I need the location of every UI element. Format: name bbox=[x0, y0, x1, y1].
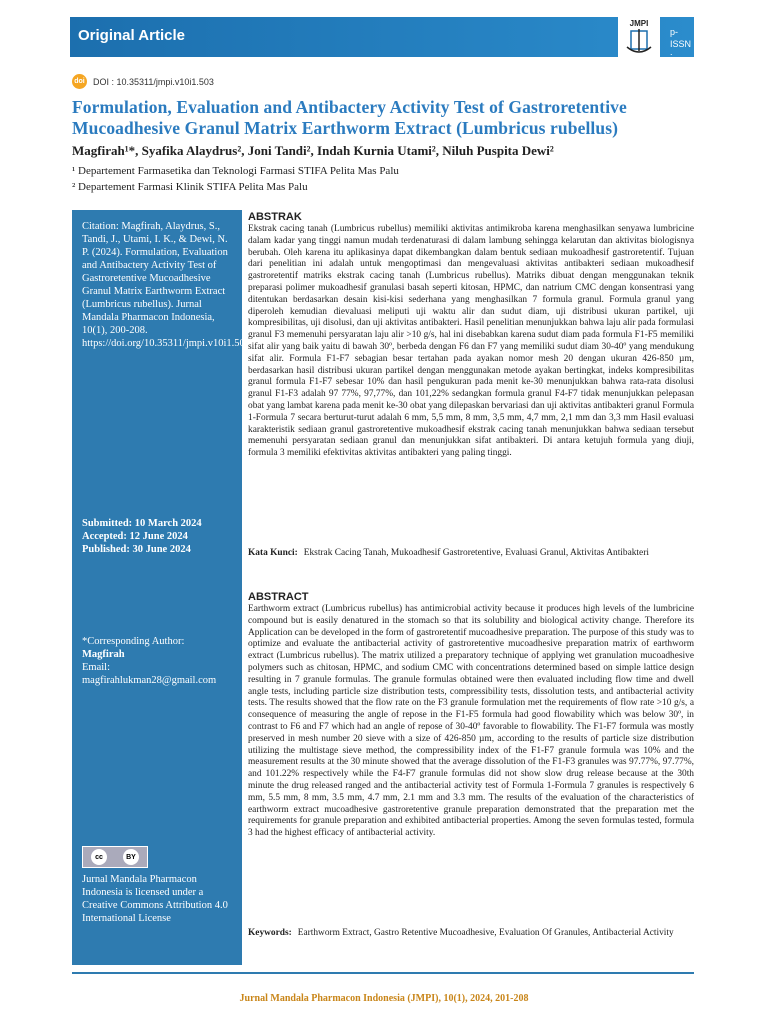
affiliation-2: ² Departement Farmasi Klinik STIFA Pelita Mas Palu bbox=[72, 181, 308, 193]
citation: Citation: Magfirah, Alaydrus, S., Tandi, J., Utami, I. K., & Dewi, N. P. (2024). Formulation, Evaluation and Antibactery Activity Test of Gastroretentive Mucoadhesive Granul Matrix Earthworm Extract (Lumbricus rubellus). Jurnal Mandala Pharmacon Indonesia, 10(1), 200-208. https://doi.org/10.35311/jmpi.v10i1.503 bbox=[82, 221, 251, 349]
keywords-values: Earthworm Extract, Gastro Retentive Mucoadhesive, Evaluation Of Granules, Antibacterial Activity bbox=[297, 928, 674, 938]
info-sidebar bbox=[72, 210, 251, 965]
cc-by-badge[interactable] bbox=[82, 846, 148, 868]
kata-kunci-values: Ekstrak Cacing Tanah, Mukoadhesif Gastroretentive, Evaluasi Granul, Aktivitas Antibakteri bbox=[303, 548, 649, 558]
journal-footer: Jurnal Mandala Pharmacon Indonesia (JMPI), 10(1), 2024, 201-208 bbox=[239, 993, 529, 1004]
dates-block bbox=[82, 517, 236, 556]
corresponding-label: *Corresponding Author: bbox=[82, 636, 185, 647]
bottom-divider bbox=[72, 972, 694, 974]
keywords bbox=[248, 928, 694, 940]
author-list: Magfirah¹*, Syafika Alaydrus², Joni Tandi², Indah Kurnia Utami², Niluh Puspita Dewi² bbox=[72, 143, 554, 158]
article-type-label: Original Article bbox=[78, 27, 185, 44]
accepted-date: Accepted: 12 June 2024 bbox=[82, 531, 188, 542]
abstrak-heading: ABSTRAK bbox=[248, 211, 302, 223]
logo-text: JMPI bbox=[629, 19, 649, 28]
keywords-label: Keywords: bbox=[248, 928, 292, 938]
email-label: Email: bbox=[82, 662, 110, 673]
abstrak-text: Ekstrak cacing tanah (Lumbricus rubellus) memiliki aktivitas antimikroba karena menghasilkan senyawa lumbricine dalam kadar yang tinggi namun mudah terdenaturasi di dalam lambung sehingga kelarutan dan aktivitas biologisnya berubah. Oleh karena itu aplikasinya dapat dikembangkan dalam bentuk sediaan mukoadhesif gastroretentif. Tujuan dari penelitian ini adalah untuk mengoptimasi dan mengevaluasi aktivitas antibakteri sediaan mukoadhesif gastroretentif matriks ekstrak cacing tanah (Lumbricus rubellus). Matriks dibuat dengan menggunakan teknik preparasi polimer mukoadhesif granulasi basah seperti kitosan, HPMC, dan natrium CMC dengan konsentrasi yang ditentukan berdasarkan desain kisi-kisi sederhana yang menghasilkan 7 formula granul. Formula granul yang diperoleh kemudian dievaluasi meliputi uji waktu alir dan sudut diam, uji distribusi ukuran partikel, uji kompresibilitas, uji disolusi, dan uji aktivitas antibakteri. Hasil penelitian menunjukkan bahwa laju alir pada formulasi granul F3 memenuhi persyaratan laju alir >10 g/s, hal ini disebabkan karena sudut diam pada formula F1-F5 memiliki sifat alir yang baik yaitu di bawah 30º, berbeda dengan F6 dan F7 yang memiliki sudut diam 30-40º yang mendukung sifat alir. Formula F1-F7 sebagian besar tertahan pada ayakan nomor mesh 20 dengan ukuran 426-850 µm, berdasarkan hasil distribusi ukuran partikel dengan menggunakan metode ayakan bertingkat, indeks kompresibilitas granul formula F1-F7 sebesar 10% dan hasil pengukuran pada menit ke-30 menunjukkan bahwa rata-rata disolusi granul F1-F3 adalah 97 77%, 97,77%, dan 101,22% sedangkan formula granul F4-F7 tidak menunjukkan pelepasan obat yang lambat karena pada menit ke-30 obat yang dilepaskan bervariasi dan uji aktivitas antibakteri granul Formula 1-Formula 7 secara berturut-turut adalah 6 mm, 5,5 mm, 8 mm, 3,5 mm, 4,7 mm, 2,1 mm dan 3,3 mm Hasil evaluasi karakteristik sediaan granul gastroretentive mukoadhesif ekstrak cacing tanah menunjukkan bahwa sediaan tersebut memenuhi persyaratan sediaan granul dan menunjukkan sifat antibakteri. Di antara ketujuh formula yang diuji, formula 3 memiliki efektivitas aktivitas antibakteri yang paling tinggi. bbox=[248, 224, 694, 459]
kata-kunci-label: Kata Kunci: bbox=[248, 548, 298, 558]
by-icon: BY bbox=[123, 849, 139, 865]
kata-kunci bbox=[248, 548, 694, 560]
abstract-heading: ABSTRACT bbox=[248, 591, 309, 603]
doi-icon: doi bbox=[72, 74, 87, 89]
eissn: e-ISSN : 2598-9979 bbox=[670, 87, 694, 145]
abstract-text: Earthworm extract (Lumbricus rubellus) has antimicrobial activity because it produces high levels of the lumbricine compound but is easily denatured in the stomach so that its solubility and biological activity change. Therefore its Application can be developed in the form of gastroretentif mucoadhesive preparation. The purpose of this study was to optimize and evaluate the antibacterial activity of gastroretentive mucoadhesive preparation matrix of earthworm extract (Lumbricus rubellus). The matrix utilized a preparatory technique of applying wet granulation mucoadhesive polymers such as chitosan, HPMC, and sodium CMC with concentrations determined based on simple lattice design resulting in 7 granule formulas. The granule formulas obtained were then evaluated including flow time and dwell angle tests, including particle size distribution tests, compressibility tests, dissolution tests, and antibacterial activity tests. The results showed that the flow rate on the F3 granule formulation met the requirements of flow rate >10 g/s, a consequence of measuring the angle of repose in the F1-F5 formula had good flowability which was below 30º, in contrast to F6 and F7 which had an angle of repose of 30-40º favorable to flowability. The F1-F7 formula was mostly preserved in mesh number 20 sieve with a size of 426-850 µm, according to the results of particle size distribution utilizing the multistage sieve method, the compressibility index of the F1-F7 granule formula was 10% and the measurement results at the 30 minute showed that the average dissolution of the F1-F3 granules was 97.77%, 97.77%, and 101.22% respectively while the F4-F7 granule formulas did not show slow drug release because at the 30th minute the drug released ranged and the antibacterial activity test of Formula 1-Formula 7 granules is respectively 6 mm, 5.5 mm, 8 mm, 3.5 mm, 4.7 mm, 2.1 mm and 3.3 mm. The results of the evaluation of the characteristics of earthworm extract mucoadhesive gastroretentive granule preparation demonstrated that the preparation met the requirements for granule preparation and exhibited antibacterial properties. Among the seven formulas tested, formula 3 had the highest efficacy of antibacterial activity. bbox=[248, 604, 694, 839]
submitted-date: Submitted: 10 March 2024 bbox=[82, 518, 202, 529]
pissn: p-ISSN : 2442-6032 bbox=[670, 27, 694, 85]
jmpi-logo-icon bbox=[622, 17, 656, 57]
journal-logo bbox=[618, 15, 660, 59]
affiliation-1: ¹ Departement Farmasetika dan Teknologi Farmasi STIFA Pelita Mas Palu bbox=[72, 165, 399, 177]
article-title: Formulation, Evaluation and Antibactery Activity Test of Gastroretentive Mucoadhesive Granul Matrix Earthworm Extract (Lumbricus rubellus) bbox=[72, 97, 627, 138]
doi-row bbox=[72, 74, 214, 89]
doi-link[interactable]: DOI : 10.35311/jmpi.v10i1.503 bbox=[93, 76, 214, 87]
published-date: Published: 30 June 2024 bbox=[82, 544, 191, 555]
email-link[interactable]: magfirahlukman28@gmail.com bbox=[82, 675, 217, 686]
license-text: Jurnal Mandala Pharmacon Indonesia is licensed under a Creative Commons Attribution 4.0 International License bbox=[82, 874, 228, 924]
corresponding-name: Magfirah bbox=[82, 649, 125, 660]
cc-icon: cc bbox=[91, 849, 107, 865]
corresponding-author bbox=[82, 635, 236, 687]
